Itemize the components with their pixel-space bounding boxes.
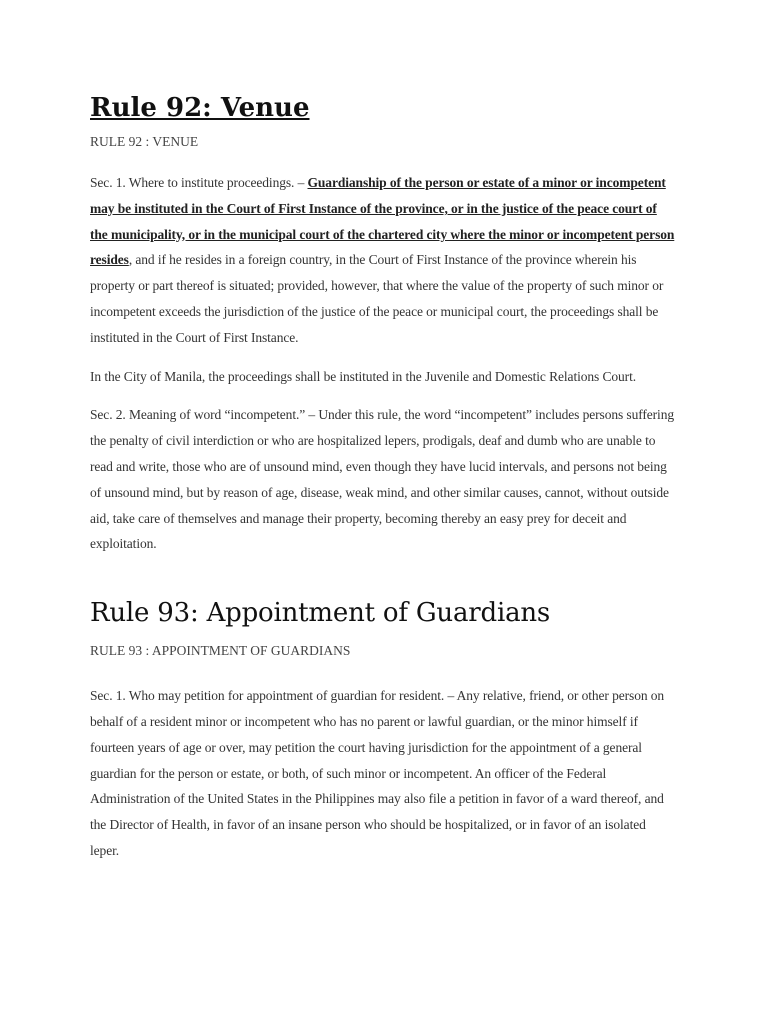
rule-93-subheading: RULE 93 : APPOINTMENT OF GUARDIANS [90, 643, 351, 659]
rule-92-sec-2-paragraph: Sec. 2. Meaning of word “incompetent.” – Under this rule, the word “incompetent” includes persons suffering the penalty of civil interdiction or who are hospitalized lepers, prodigals, deaf and dumb who are unable to read and write, those who are of unsound mind, even though they have lucid intervals, and persons not being of unsound mind, but by reason of age, disease, weak mind, and other similar causes, cannot, without outside aid, take care of themselves and manage their property, becoming thereby an easy prey for deceit and exploitation. [90, 407, 675, 552]
sec-1-emphasis: Guardianship of the person or estate of a minor or incompetent may be instituted in the Court of First Instance of the province, or in the justice of the peace court of the municipality, or in the municipal court of the chartered city where the minor or incompetent person resides [90, 175, 675, 268]
rule-92-subheading: RULE 92 : VENUE [90, 134, 199, 149]
rule-93-sec-1-paragraph: Sec. 1. Who may petition for appointment of guardian for resident. – Any relative, friend, or other person on behalf of a resident minor or incompetent who has no parent or lawful guardian, or the minor himself if fourteen years of age or over, may petition the court having jurisdiction for the appointment of a general guardian for the person or estate, or both, of such minor or incompetent. An officer of the Federal Administration of the United States in the Philippines may also file a petition in favor of a ward thereof, and the Director of Health, in favor of an insane person who should be hospitalized, or in favor of an isolated leper. [90, 688, 665, 858]
rule-93-heading: Rule 93: Appointment of Guardians [90, 598, 551, 629]
manila-paragraph: In the City of Manila, the proceedings shall be instituted in the Juvenile and Domestic Relations Court. [90, 368, 636, 384]
rule-92-heading: Rule 92: Venue [90, 93, 310, 123]
sec-1-intro: Sec. 1. Where to institute proceedings. – [90, 175, 308, 190]
sec-1-rest: , and if he resides in a foreign country, in the Court of First Instance of the province wherein his property or part thereof is situated; provided, however, that where the value of the property of such minor or incompetent exceeds the jurisdiction of the justice of the peace or municipal court, the proceedings shall be instituted in the Court of First Instance. [90, 252, 664, 345]
document-page [90, 90, 675, 864]
rule-92-sec-1-paragraph [90, 170, 675, 351]
